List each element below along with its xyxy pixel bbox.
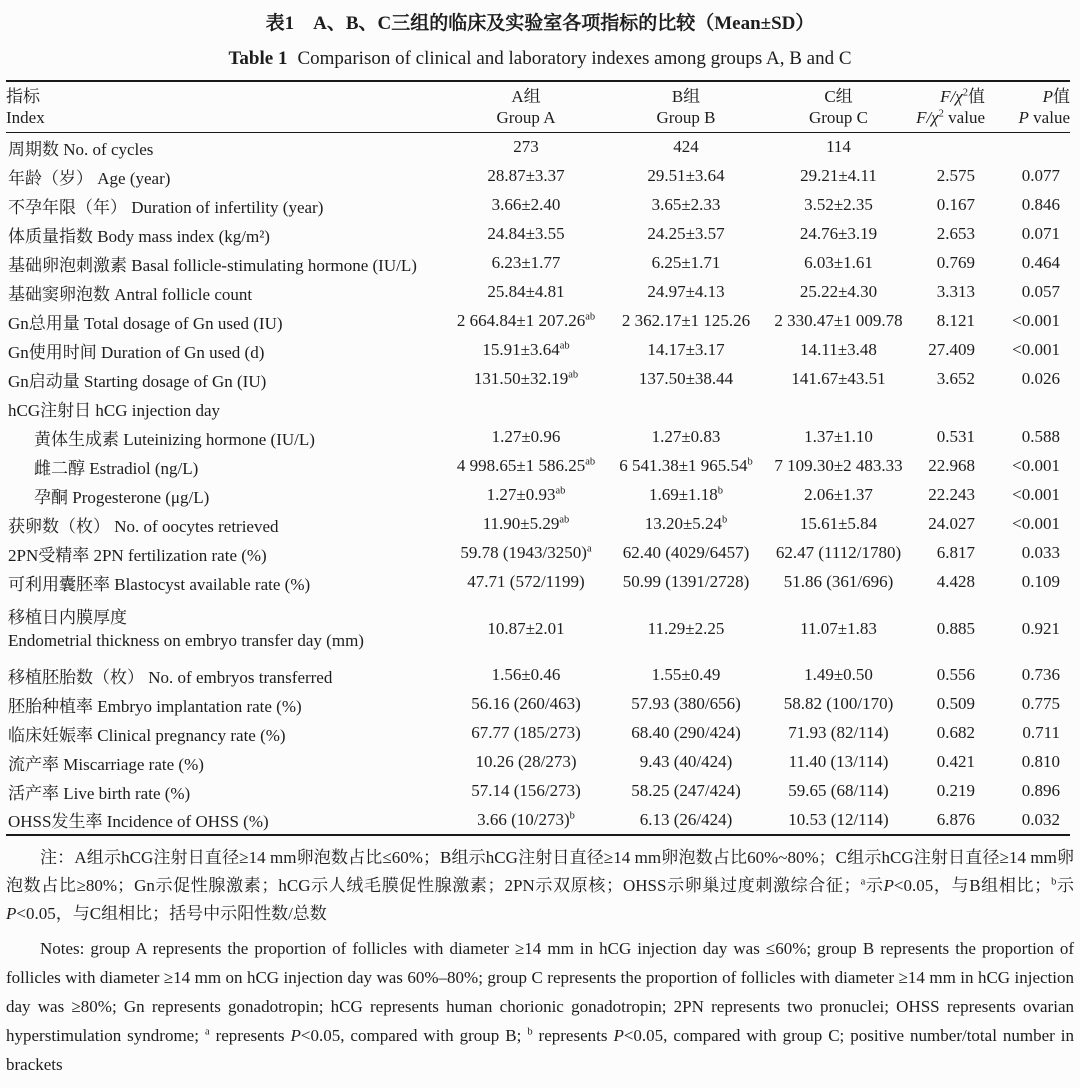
table-cell: 0.736 [1021, 665, 1060, 684]
table-cell: 424 [673, 137, 699, 157]
table-cell: 47.71 (572/1199) [467, 572, 585, 591]
table-title-en-text: Comparison of clinical and laboratory indexes among groups A, B and C [297, 48, 852, 69]
table-cell: 2 664.84±1 207.26$^{ab}$ [456, 311, 596, 330]
table-row [6, 777, 1070, 806]
table-cell: 51.86 (361/696) [783, 572, 894, 591]
table-cell [606, 394, 766, 423]
table-cell: 29.21±4.11 [800, 166, 877, 185]
table-cell [766, 394, 911, 423]
table-row [6, 690, 1070, 719]
table-cell: <0.001 [1012, 485, 1060, 504]
table-cell [911, 394, 985, 423]
table-cell: 3.652 [936, 369, 975, 388]
table-cell: 1.49±0.50 [804, 665, 873, 684]
table-cell: 0.885 [936, 618, 975, 638]
table-cell: 6 541.38±1 965.54$^b$ [619, 456, 753, 475]
table-row [6, 162, 1070, 191]
table-cell: 25.22±4.30 [799, 282, 878, 301]
table-cell: 1.27±0.93$^{ab}$ [486, 485, 566, 504]
table-cell: 57.93 (380/656) [631, 694, 741, 713]
table-row [6, 661, 1070, 690]
table-row [6, 220, 1070, 249]
table-cell: 22.243 [928, 485, 975, 504]
footnote-en: Notes: group A represents the proportion of follicles with diameter ≥14 mm in hCG injection day was ≤60%; group B represents the proportion of follicles with diameter ≥14 mm on hCG injection day was 60%–80%; group C represents the proportion of follicles with diameter ≥14 mm in hCG injection day was ≥80%; Gn represents gonadotropin; hCG represents human chorionic gonadotropin; 2PN represents two pronuclei; OHSS represents ovarian hyperstimulation syndrome; $^a$ represents P<0.05, compared with group B; $^b$ represents P<0.05, compared with group C; positive number/total number in brackets [6, 938, 1075, 1074]
table-row [6, 806, 1070, 835]
comparison-table [6, 80, 1070, 836]
table-row [6, 133, 1070, 162]
table-cell: 62.40 (4029/6457) [622, 543, 750, 562]
table-cell: 24.84±3.55 [487, 224, 565, 243]
table-cell: 141.67±43.51 [791, 369, 886, 388]
row-label: 基础窦卵泡数 Antral follicle count [8, 284, 253, 304]
table-cell: 3.66±2.40 [491, 195, 561, 214]
table-cell: 0.464 [1021, 253, 1060, 272]
header-row [6, 81, 1070, 133]
table-cell: 114 [826, 137, 851, 157]
table-cell: 68.40 (290/424) [631, 723, 741, 742]
table-cell: 0.531 [936, 427, 975, 446]
table-cell: 2.653 [936, 224, 975, 243]
table-cell: 0.769 [936, 253, 975, 272]
table-cell: 2 330.47±1 009.78 [774, 311, 903, 330]
table-cell: 56.16 (260/463) [471, 694, 581, 713]
table-cell: 71.93 (82/114) [788, 723, 889, 742]
table-cell: 0.711 [1022, 723, 1060, 742]
row-label: 雌二醇 Estradiol (ng/L) [34, 458, 199, 478]
table-cell: 0.556 [936, 665, 975, 684]
table-cell: 11.07±1.83 [800, 618, 877, 638]
table-cell: 0.032 [1021, 809, 1060, 829]
table-cell: 4.428 [936, 572, 975, 591]
table-cell: 62.47 (1112/1780) [775, 543, 902, 562]
table-row [6, 336, 1070, 365]
table-cell: 0.071 [1021, 224, 1060, 243]
table-cell: 6.817 [936, 543, 975, 562]
table-cell: 3.52±2.35 [804, 195, 873, 214]
table-cell: 1.69±1.18$^b$ [648, 485, 724, 504]
table-cell: 14.17±3.17 [647, 340, 725, 359]
table-row [6, 568, 1070, 597]
table-cell: 6.876 [936, 809, 975, 829]
table-cell: <0.001 [1012, 456, 1060, 475]
row-label: hCG注射日 hCG injection day [8, 400, 221, 420]
table-row [6, 365, 1070, 394]
table-cell: 0.588 [1021, 427, 1060, 446]
table-cell: 2.06±1.37 [804, 485, 873, 504]
row-label: Gn使用时间 Duration of Gn used (d) [8, 342, 265, 362]
table-cell: 0.921 [1021, 618, 1060, 638]
table-cell: 0.421 [936, 752, 975, 771]
table-cell: 6.03±1.61 [804, 253, 873, 272]
header-f-chi-square: $F/\chi^2$值 $F/\chi^2$ value [916, 87, 985, 127]
row-label: 不孕年限（年） Duration of infertility (year) [8, 197, 324, 217]
row-label: 可利用囊胚率 Blastocyst available rate (%) [8, 574, 311, 594]
row-label: 体质量指数 Body mass index (kg/m²) [8, 226, 270, 246]
table-cell: 58.25 (247/424) [631, 781, 741, 800]
table-cell [446, 394, 606, 423]
table-cell: 24.97±4.13 [647, 282, 725, 301]
row-label: 移植胚胎数（枚） No. of embryos transferred [8, 667, 333, 687]
table-row [6, 597, 1070, 661]
table-cell: <0.001 [1012, 311, 1060, 330]
row-label: 移植日内膜厚度 Endometrial thickness on embryo transfer day (mm) [8, 607, 364, 650]
table-cell: 0.033 [1021, 543, 1060, 562]
header-p-value: P值 P value [1018, 87, 1070, 127]
table-cell: 273 [513, 137, 539, 157]
table-cell: 0.846 [1021, 195, 1060, 214]
table-cell: 6.23±1.77 [491, 253, 561, 272]
table-cell: 0.810 [1021, 752, 1060, 771]
table-cell: 131.50±32.19$^{ab}$ [473, 369, 579, 388]
table-cell: 6.13 (26/424) [639, 809, 733, 829]
table-body [6, 133, 1070, 835]
table-cell: <0.001 [1012, 340, 1060, 359]
row-label: Gn启动量 Starting dosage of Gn (IU) [8, 371, 267, 391]
table-cell [985, 394, 1070, 423]
table-row [6, 191, 1070, 220]
table-row [6, 307, 1070, 336]
table-cell: 2 362.17±1 125.26 [621, 311, 751, 330]
table-cell: 0.026 [1021, 369, 1060, 388]
table-cell: 15.61±5.84 [799, 514, 878, 533]
table-row [6, 278, 1070, 307]
table-cell: 3.66 $(10/273)^b$ [477, 809, 575, 829]
table-cell: 3.313 [936, 282, 975, 301]
table-cell: 6.25±1.71 [651, 253, 721, 272]
table-cell: 0.219 [936, 781, 975, 800]
table-cell: 2.575 [936, 166, 975, 185]
table-cell: 15.91±3.64$^{ab}$ [482, 340, 570, 359]
header-group-a: A组 Group A [496, 87, 556, 127]
table-cell: 137.50±38.44 [638, 369, 734, 388]
row-label: 活产率 Live birth rate (%) [8, 783, 191, 803]
table-cell: 24.76±3.19 [799, 224, 878, 243]
table-cell [911, 133, 985, 162]
table-row [6, 452, 1070, 481]
row-label: OHSS发生率 Incidence of OHSS (%) [8, 812, 269, 831]
row-label: 年龄（岁） Age (year) [8, 168, 171, 188]
table-cell: 1.27±0.96 [491, 427, 561, 446]
table-cell: 22.968 [928, 456, 975, 475]
table-cell: 67.77 (185/273) [471, 723, 581, 742]
table-row [6, 748, 1070, 777]
table-cell: 11.90±5.29$^{ab}$ [482, 514, 570, 533]
table-row [6, 249, 1070, 278]
row-label: 孕酮 Progesterone (μg/L) [34, 487, 210, 507]
row-label: 黄体生成素 Luteinizing hormone (IU/L) [34, 429, 315, 449]
table-cell: 0.109 [1021, 572, 1060, 591]
table-cell: 7 109.30±2 483.33 [774, 456, 903, 475]
table-cell [985, 133, 1070, 162]
table-cell: 0.077 [1021, 166, 1060, 185]
row-label: 获卵数（枚） No. of oocytes retrieved [8, 516, 279, 536]
table-cell: 10.26 (28/273) [475, 752, 577, 771]
table-cell: 50.99 (1391/2728) [622, 572, 750, 591]
table-cell: 0.509 [936, 694, 975, 713]
table-cell: 3.65±2.33 [651, 195, 721, 214]
table-cell: 10.87±2.01 [487, 618, 565, 638]
table-number-label: Table 1 [228, 48, 288, 69]
table-row [6, 481, 1070, 510]
table-cell: 59.78 $(1943/3250)^a$ [460, 543, 592, 562]
table-cell: 13.20±5.24$^b$ [644, 514, 728, 533]
footnote-zh: 注：A组示hCG注射日直径≥14 mm卵泡数占比≤60%；B组示hCG注射日直径≥14 mm卵泡数占比60%~80%；C组示hCG注射日直径≥14 mm卵泡数占比≥80%；Gn示促性腺激素；hCG示人绒毛膜促性腺激素；2PN示双原核；OHSS示卵巢过度刺激综合征；$^a$示P<0.05，与B组相比；$^b$示P<0.05，与C组相比；括号中示阳性数/总数 [6, 847, 1075, 923]
table-cell: 59.65 (68/114) [788, 781, 889, 800]
table-cell: 29.51±3.64 [647, 166, 725, 185]
table-cell: 0.896 [1021, 781, 1060, 800]
row-label: 周期数 No. of cycles [8, 139, 154, 159]
table-cell: 0.682 [936, 723, 975, 742]
table-cell: 1.55±0.49 [651, 665, 721, 684]
table-cell: 9.43 (40/424) [639, 752, 733, 771]
table-row [6, 510, 1070, 539]
table-cell: 1.27±0.83 [651, 427, 721, 446]
table-cell: 1.56±0.46 [491, 665, 561, 684]
table-row [6, 719, 1070, 748]
table-cell: 24.027 [928, 514, 975, 533]
table-row [6, 423, 1070, 452]
table-cell: 11.29±2.25 [647, 618, 725, 638]
row-label: 胚胎种植率 Embryo implantation rate (%) [8, 696, 302, 716]
table-row [6, 539, 1070, 568]
table-cell: 57.14 (156/273) [471, 781, 581, 800]
table-cell: 11.40 (13/114) [788, 752, 889, 771]
header-group-c: C组 Group C [808, 87, 869, 127]
table-cell: 14.11±3.48 [800, 340, 877, 359]
table-cell: 10.53 (12/114) [788, 809, 889, 829]
table-title-en [0, 47, 1080, 71]
header-index: 指标 Index [6, 87, 45, 127]
table-cell: 28.87±3.37 [487, 166, 565, 185]
table-cell: 0.057 [1021, 282, 1060, 301]
row-label: 2PN受精率 2PN fertilization rate (%) [8, 545, 267, 565]
row-label: Gn总用量 Total dosage of Gn used (IU) [8, 313, 283, 333]
table-cell: 58.82 (100/170) [783, 694, 894, 713]
table-cell: <0.001 [1012, 514, 1060, 533]
table-header [6, 81, 1070, 133]
table-cell: 8.121 [936, 311, 975, 330]
row-label: 临床妊娠率 Clinical pregnancy rate (%) [8, 725, 286, 745]
row-label: 流产率 Miscarriage rate (%) [8, 754, 204, 774]
table-cell: 24.25±3.57 [647, 224, 725, 243]
table-row [6, 394, 1070, 423]
table-cell: 0.167 [936, 195, 975, 214]
table-title-zh: 表1 A、B、C三组的临床及实验室各项指标的比较（Mean±SD） [265, 13, 815, 34]
row-label: 基础卵泡刺激素 Basal follicle-stimulating hormone (IU/L) [8, 255, 417, 275]
table-cell: 4 998.65±1 586.25$^{ab}$ [456, 456, 596, 475]
table-cell: 27.409 [928, 340, 975, 359]
table-cell: 25.84±4.81 [487, 282, 565, 301]
table-cell: 1.37±1.10 [804, 427, 873, 446]
table-cell: 0.775 [1021, 694, 1060, 713]
header-group-b: B组 Group B [656, 87, 716, 127]
